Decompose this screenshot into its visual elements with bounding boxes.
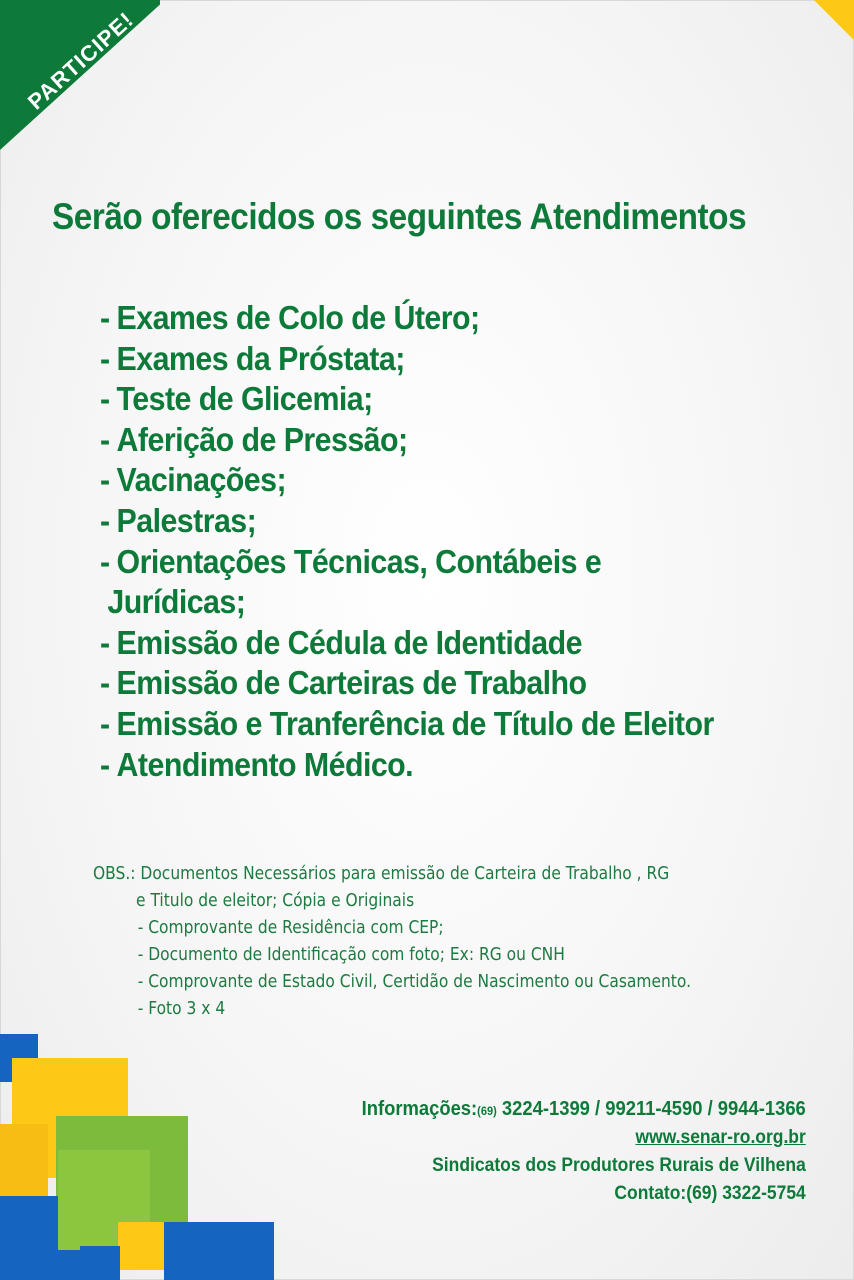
obs-item: - Comprovante de Residência com CEP; [137,917,444,938]
service-item: - Exames da Próstata; [100,339,405,377]
block-blue-bottom [80,1246,120,1280]
area-code: (69) [477,1104,498,1118]
obs-item: - Documento de Identificação com foto; Ex: RG ou CNH [137,944,565,965]
headline: Serão oferecidos os seguintes Atendimentos [52,196,747,237]
services-list [100,298,767,785]
obs-item: - Comprovante de Estado Civil, Certidão de Nascimento ou Casamento. [137,971,691,992]
phone-numbers: 3224-1399 / 99211-4590 / 9944-1366 [502,1098,806,1120]
participe-label: PARTICIPE! [22,6,139,115]
phones-line [362,1098,806,1121]
stripe-yellow [694,0,854,100]
obs-line-1: OBS.: Documentos Necessários para emissão de Carteira de Trabalho , RG [93,863,670,884]
info-label: Informações: [361,1098,478,1120]
service-item: - Emissão de Carteiras de Trabalho [100,664,587,702]
service-item-continuation: Jurídicas; [107,583,246,621]
service-item: - Orientações Técnicas, Contábeis e [100,542,602,580]
service-item: - Exames de Colo de Útero; [100,299,480,336]
service-item: - Emissão e Tranferência de Título de Eleitor [100,704,714,742]
service-item: - Palestras; [100,501,257,539]
participe-ribbon [0,0,160,150]
contact-info [323,1098,806,1205]
service-item: - Aferição de Pressão; [100,420,408,458]
service-item: - Vacinações; [100,461,287,499]
block-yellow-left [0,1124,48,1196]
website-link[interactable]: www.senar-ro.org.br [635,1127,806,1148]
obs-section [93,860,823,1022]
service-item: - Emissão de Cédula de Identidade [100,623,582,661]
obs-line-2: e Titulo de eleitor; Cópia e Originais [136,890,415,911]
block-blue-right [164,1222,274,1280]
block-yellow-small [118,1222,164,1270]
obs-item: - Foto 3 x 4 [137,998,226,1019]
corner-stripes [694,0,854,160]
service-item: - Atendimento Médico. [100,745,414,783]
organization-name: Sindicatos dos Produtores Rurais de Vilhena [432,1155,806,1176]
service-item: - Teste de Glicemia; [100,380,373,418]
contact-phone: Contato:(69) 3322-5754 [614,1183,806,1204]
